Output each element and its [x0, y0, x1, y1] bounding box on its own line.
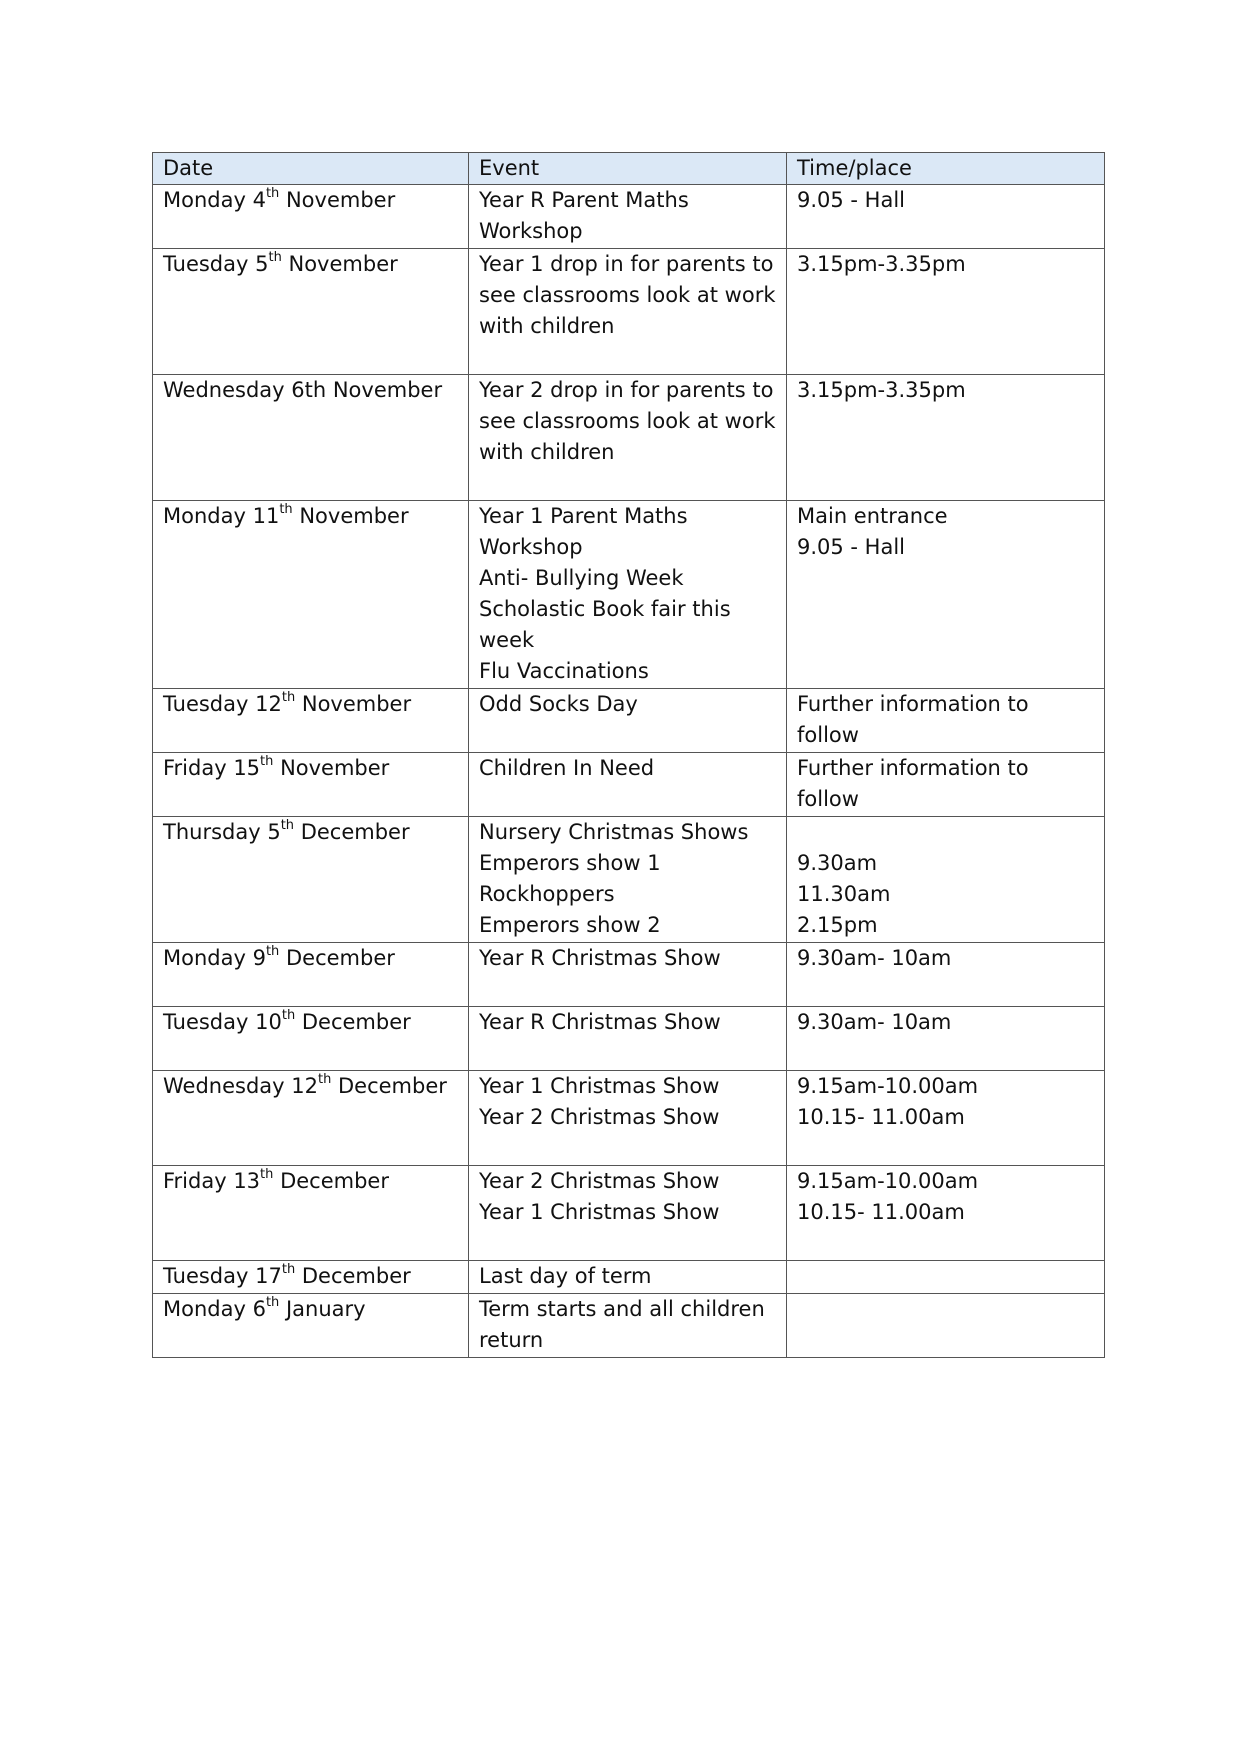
event-line: Year 1 Christmas Show	[479, 1074, 720, 1098]
date-day: Tuesday 17	[163, 1264, 282, 1288]
date-ordinal-suffix: th	[281, 690, 296, 705]
event-line: Year R Christmas Show	[479, 1010, 721, 1034]
header-row	[153, 153, 1105, 185]
event-cell	[469, 1071, 787, 1166]
time-place-line: 11.30am	[797, 882, 891, 906]
event-cell	[469, 1294, 787, 1358]
event-line: Workshop	[479, 219, 583, 243]
time-place-line: 2.15pm	[797, 913, 878, 937]
event-cell	[469, 1261, 787, 1294]
date-cell	[153, 817, 469, 943]
date-day: Tuesday 12	[163, 692, 282, 716]
date-cell	[153, 375, 469, 501]
event-line: Anti- Bullying Week	[479, 566, 684, 590]
event-line: Year 1 drop in for parents to	[479, 252, 774, 276]
time-place-line: 9.30am- 10am	[797, 1010, 952, 1034]
date-month: December	[331, 1074, 447, 1098]
time-place-line	[797, 817, 1094, 848]
header-time-place: Time/place	[787, 153, 1105, 185]
date-ordinal-suffix: th	[260, 1167, 274, 1182]
time-place-line: 9.15am-10.00am	[797, 1074, 979, 1098]
time-place-cell	[787, 501, 1105, 689]
event-line: Year 2 drop in for parents to	[479, 378, 774, 402]
time-place-cell	[787, 1294, 1105, 1358]
time-place-cell	[787, 943, 1105, 1007]
event-line: Year 2 Christmas Show	[479, 1169, 720, 1193]
table-row	[153, 753, 1105, 817]
event-line: with children	[479, 314, 615, 338]
date-ordinal-suffix: th	[265, 186, 280, 201]
time-place-cell	[787, 1007, 1105, 1071]
event-line: Scholastic Book fair this	[479, 597, 731, 621]
event-line: with children	[479, 440, 615, 464]
date-ordinal-suffix: th	[280, 818, 295, 833]
time-place-line: 9.15am-10.00am	[797, 1169, 979, 1193]
time-place-cell	[787, 817, 1105, 943]
event-line: Term starts and all children	[479, 1297, 765, 1321]
table-row	[153, 1294, 1105, 1358]
table-row	[153, 1071, 1105, 1166]
date-cell	[153, 689, 469, 753]
time-place-line: 3.15pm-3.35pm	[797, 378, 966, 402]
time-place-cell	[787, 689, 1105, 753]
event-line: see classrooms look at work	[479, 409, 776, 433]
date-month: November	[281, 252, 398, 276]
date-month: December	[295, 1264, 411, 1288]
time-place-cell	[787, 375, 1105, 501]
time-place-line: 9.05 - Hall	[797, 188, 906, 212]
event-line: Rockhoppers	[479, 882, 615, 906]
event-line: week	[479, 628, 535, 652]
event-cell	[469, 817, 787, 943]
table-row	[153, 817, 1105, 943]
event-line: Year R Parent Maths	[479, 188, 689, 212]
date-ordinal-suffix: th	[317, 1072, 332, 1087]
table-row	[153, 249, 1105, 375]
event-line: Last day of term	[479, 1264, 652, 1288]
time-place-line: Main entrance	[797, 504, 948, 528]
date-day: Friday 15	[163, 756, 261, 780]
event-line: Children In Need	[479, 756, 655, 780]
event-line: Year 1 Christmas Show	[479, 1200, 720, 1224]
time-place-line: follow	[797, 787, 859, 811]
date-cell	[153, 1261, 469, 1294]
table-row	[153, 1007, 1105, 1071]
date-day: Monday 4	[163, 188, 266, 212]
table-row	[153, 375, 1105, 501]
event-cell	[469, 943, 787, 1007]
event-cell	[469, 753, 787, 817]
event-cell	[469, 249, 787, 375]
date-month: November	[273, 756, 390, 780]
date-month: November	[279, 188, 396, 212]
table-row	[153, 689, 1105, 753]
date-cell	[153, 1071, 469, 1166]
date-cell	[153, 1166, 469, 1261]
date-month: November	[292, 504, 409, 528]
event-line: see classrooms look at work	[479, 283, 776, 307]
date-cell	[153, 943, 469, 1007]
date-ordinal-suffix: th	[279, 502, 293, 517]
date-day: Tuesday 5	[163, 252, 269, 276]
date-month: December	[295, 1010, 411, 1034]
table-row	[153, 1166, 1105, 1261]
event-cell	[469, 185, 787, 249]
time-place-line: 9.30am	[797, 851, 878, 875]
event-cell	[469, 1166, 787, 1261]
date-month: December	[279, 946, 395, 970]
date-cell	[153, 753, 469, 817]
date-cell	[153, 249, 469, 375]
table-header	[153, 153, 1105, 185]
event-cell	[469, 501, 787, 689]
date-cell	[153, 501, 469, 689]
time-place-line: 9.30am- 10am	[797, 946, 952, 970]
date-cell	[153, 1007, 469, 1071]
event-line: Year 1 Parent Maths	[479, 504, 688, 528]
date-ordinal-suffix: th	[260, 754, 274, 769]
event-cell	[469, 689, 787, 753]
header-event: Event	[469, 153, 787, 185]
event-line: Nursery Christmas Shows	[479, 820, 749, 844]
time-place-line: 10.15- 11.00am	[797, 1200, 965, 1224]
date-day: Tuesday 10	[163, 1010, 282, 1034]
table-body	[153, 185, 1105, 1358]
date-cell	[153, 185, 469, 249]
event-line: Odd Socks Day	[479, 692, 638, 716]
date-day: Monday 9	[163, 946, 266, 970]
header-date: Date	[153, 153, 469, 185]
time-place-line: Further information to	[797, 692, 1029, 716]
table-row	[153, 1261, 1105, 1294]
event-line: Workshop	[479, 535, 583, 559]
date-day: Thursday 5	[163, 820, 281, 844]
event-cell	[469, 375, 787, 501]
events-table	[152, 152, 1105, 1358]
date-ordinal-suffix: th	[281, 1262, 296, 1277]
date-ordinal-suffix: th	[281, 1008, 296, 1023]
date-day: Wednesday 12	[163, 1074, 318, 1098]
time-place-cell	[787, 1261, 1105, 1294]
date-ordinal-suffix: th	[268, 250, 282, 265]
date-day: Monday 6	[163, 1297, 266, 1321]
date-day: Wednesday 6th November	[163, 378, 443, 402]
event-line: Year R Christmas Show	[479, 946, 721, 970]
date-cell	[153, 1294, 469, 1358]
date-ordinal-suffix: th	[265, 944, 280, 959]
date-ordinal-suffix: th	[265, 1295, 280, 1310]
date-month: December	[273, 1169, 389, 1193]
time-place-cell	[787, 249, 1105, 375]
table-row	[153, 943, 1105, 1007]
event-cell	[469, 1007, 787, 1071]
date-day: Friday 13	[163, 1169, 261, 1193]
event-line: Year 2 Christmas Show	[479, 1105, 720, 1129]
time-place-cell	[787, 1071, 1105, 1166]
table-row	[153, 501, 1105, 689]
event-line: Emperors show 2	[479, 913, 661, 937]
time-place-cell	[787, 185, 1105, 249]
time-place-line: 10.15- 11.00am	[797, 1105, 965, 1129]
date-month: November	[295, 692, 412, 716]
date-month: December	[294, 820, 410, 844]
event-line: Emperors show 1	[479, 851, 661, 875]
time-place-line: Further information to	[797, 756, 1029, 780]
date-month: January	[279, 1297, 366, 1321]
time-place-cell	[787, 1166, 1105, 1261]
time-place-line: 3.15pm-3.35pm	[797, 252, 966, 276]
event-line: Flu Vaccinations	[479, 659, 649, 683]
table-row	[153, 185, 1105, 249]
event-line: return	[479, 1328, 544, 1352]
date-day: Monday 11	[163, 504, 280, 528]
time-place-cell	[787, 753, 1105, 817]
time-place-line: 9.05 - Hall	[797, 535, 906, 559]
time-place-line: follow	[797, 723, 859, 747]
